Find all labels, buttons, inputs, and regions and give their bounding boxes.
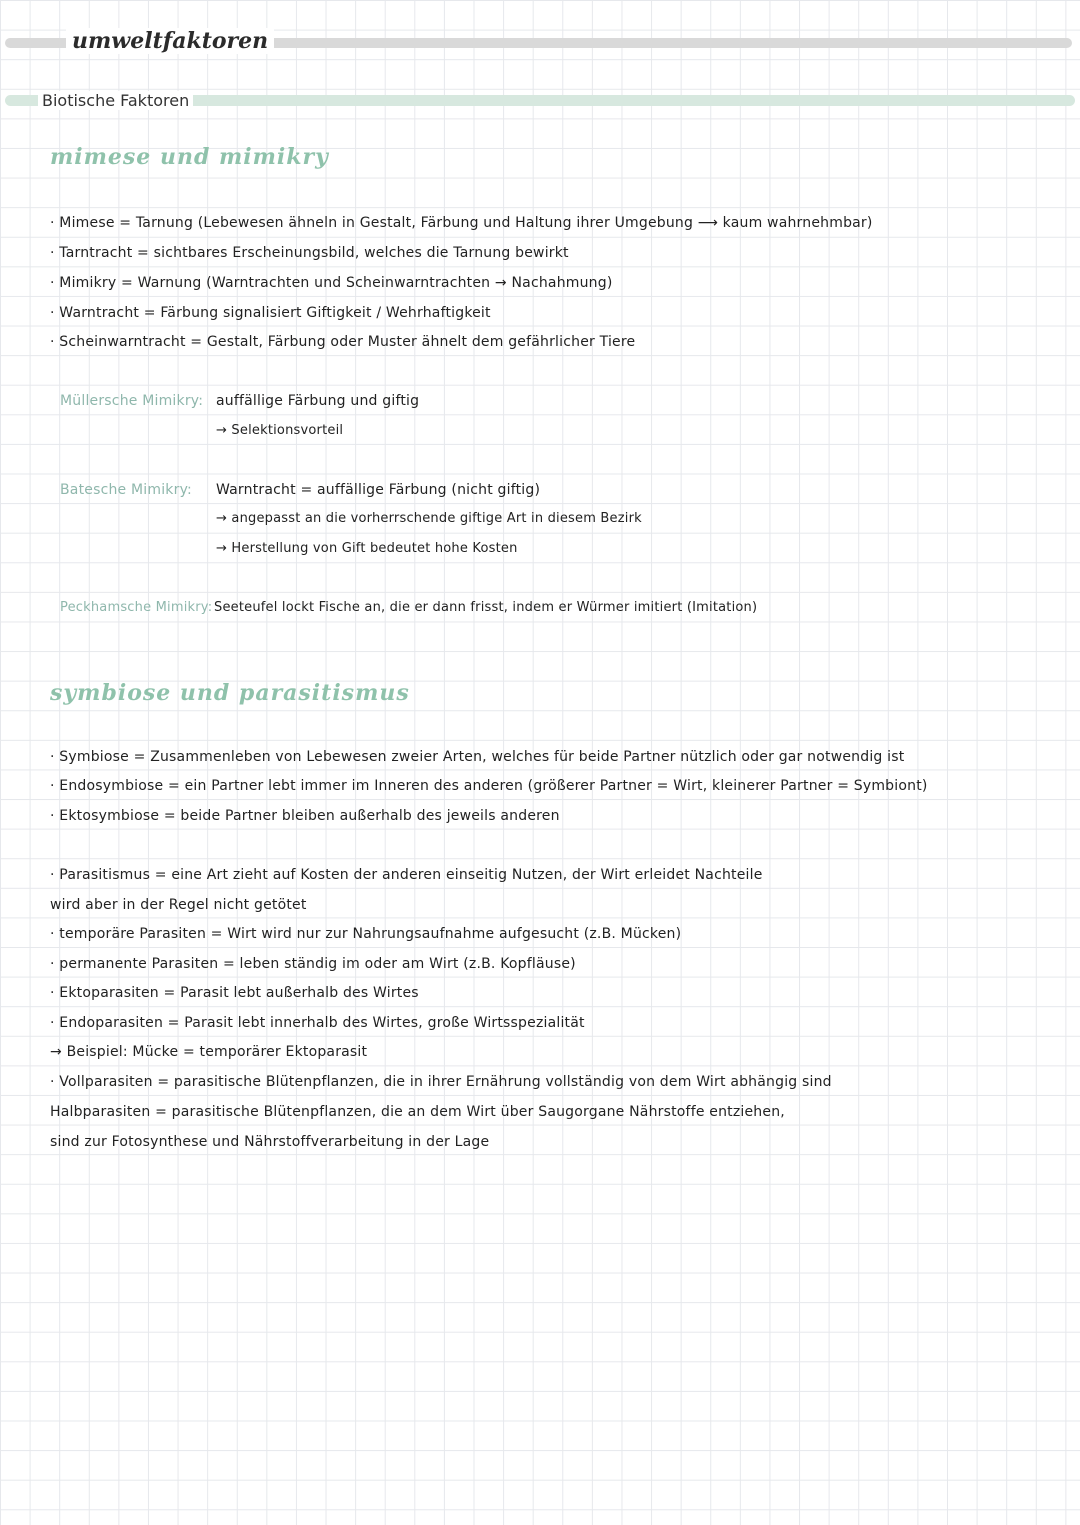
section1-heading: mimese und mimikry [50,144,329,170]
batesche-sub2: → Herstellung von Gift bedeutet hohe Kosten [216,541,518,556]
s1-line-2: · Tarntracht = sichtbares Erscheinungsbild, welches die Tarnung bewirkt [50,245,569,261]
s1-line-4: · Warntracht = Färbung signalisiert Giftigkeit / Wehrhaftigkeit [50,305,491,321]
batesche-sub1: → angepasst an die vorherrschende giftige Art in diesem Bezirk [216,511,642,526]
s2-line-6: · temporäre Parasiten = Wirt wird nur zur Nahrungsaufnahme aufgesucht (z.B. Mücken) [50,926,682,942]
muellersche-text: auffällige Färbung und giftig [216,393,420,409]
s2-line-1: · Symbiose = Zusammenleben von Lebewesen zweier Arten, welches für beide Partner nützlich oder gar notwendig ist [50,749,905,765]
s2-line-3: · Ektosymbiose = beide Partner bleiben außerhalb des jeweils anderen [50,808,560,824]
section2-heading: symbiose und parasitismus [50,680,410,706]
peckhamsche-label: Peckhamsche Mimikry: [60,600,213,615]
muellersche-sub: → Selektionsvorteil [216,423,344,438]
s2-line-9: · Endoparasiten = Parasit lebt innerhalb des Wirtes, große Wirtsspezialität [50,1015,585,1031]
muellersche-label: Müllersche Mimikry: [60,393,204,409]
s2-line-2: · Endosymbiose = ein Partner lebt immer im Inneren des anderen (größerer Partner = Wirt, kleinerer Partner = Symbiont) [50,778,928,794]
page-subtitle: Biotische Faktoren [38,91,193,110]
s2-line-13: sind zur Fotosynthese und Nährstoffverarbeitung in der Lage [50,1134,490,1150]
peckhamsche-text: Seeteufel lockt Fische an, die er dann frisst, indem er Würmer imitiert (Imitation) [214,600,758,615]
batesche-text: Warntracht = auffällige Färbung (nicht giftig) [216,482,541,498]
batesche-label: Batesche Mimikry: [60,482,192,498]
s2-line-4: · Parasitismus = eine Art zieht auf Kosten der anderen einseitig Nutzen, der Wirt erleidet Nachteile [50,867,763,883]
s2-line-5: wird aber in der Regel nicht getötet [50,897,307,913]
s2-line-12: Halbparasiten = parasitische Blütenpflanzen, die an dem Wirt über Saugorgane Nährstoffe entziehen, [50,1104,785,1120]
s2-line-7: · permanente Parasiten = leben ständig im oder am Wirt (z.B. Kopfläuse) [50,956,576,972]
s2-line-11: · Vollparasiten = parasitische Blütenpflanzen, die in ihrer Ernährung vollständig von dem Wirt abhängig sind [50,1074,832,1090]
s2-line-8: · Ektoparasiten = Parasit lebt außerhalb des Wirtes [50,985,419,1001]
s2-line-10: → Beispiel: Mücke = temporärer Ektoparasit [50,1044,368,1060]
page-title: umweltfaktoren [66,28,274,54]
s1-line-5: · Scheinwarntracht = Gestalt, Färbung oder Muster ähnelt dem gefährlicher Tiere [50,334,636,350]
s1-line-3: · Mimikry = Warnung (Warntrachten und Scheinwarntrachten → Nachahmung) [50,275,613,291]
s1-line-1: · Mimese = Tarnung (Lebewesen ähneln in Gestalt, Färbung und Haltung ihrer Umgebung ⟶ kaum wahrnehmbar) [50,215,873,231]
